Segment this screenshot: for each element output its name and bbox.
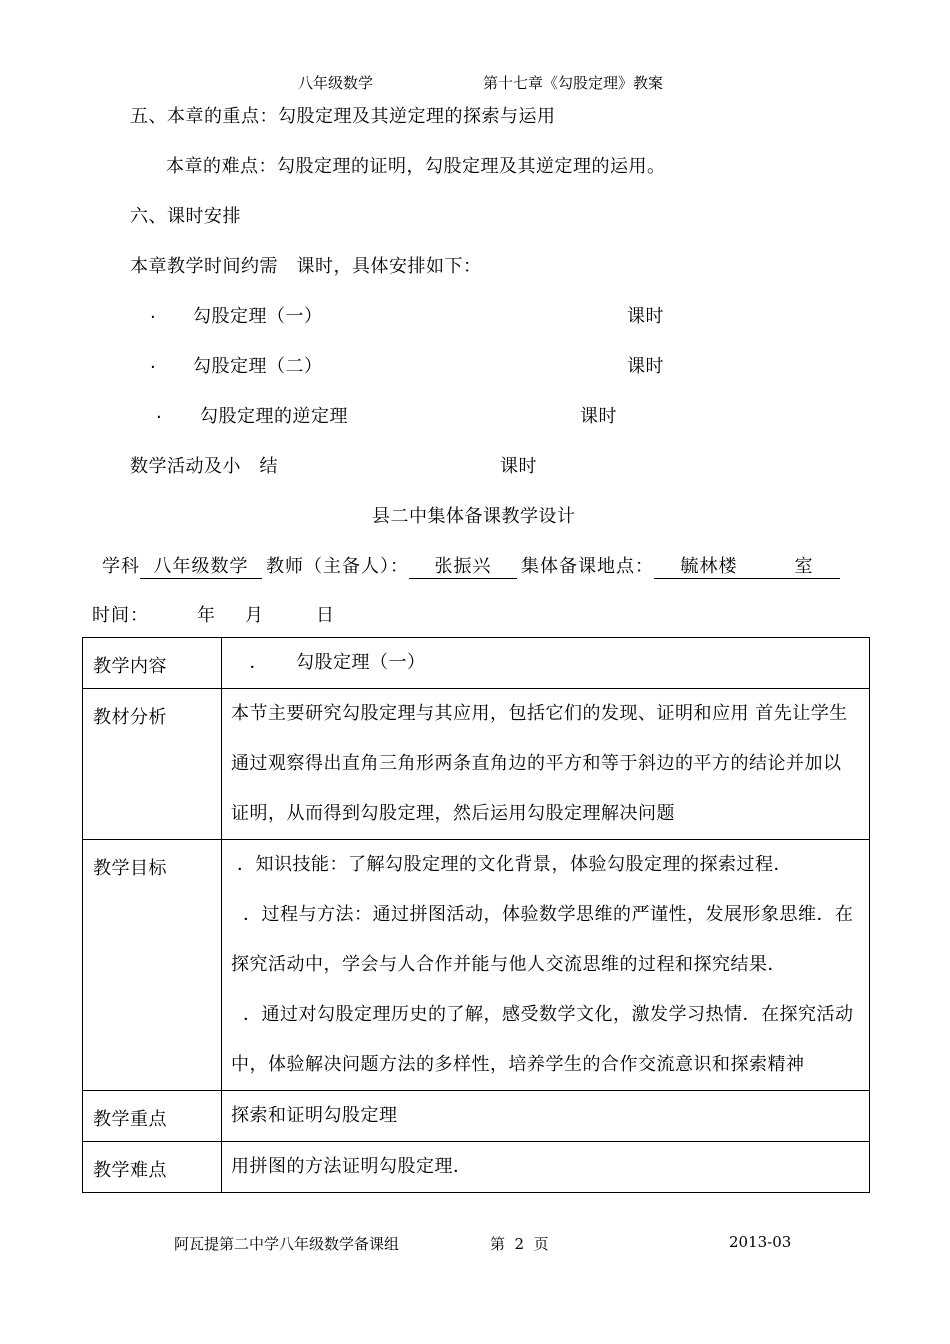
subject-value: 八年级数学 (140, 552, 262, 579)
schedule-dot: . (150, 302, 157, 323)
schedule-item-name: 勾股定理（一） (193, 306, 323, 327)
key-point-text: 五、本章的重点：勾股定理及其逆定理的探索与运用 (130, 106, 556, 127)
row-content (222, 638, 870, 689)
day-label: 日 (316, 605, 335, 626)
table-row (83, 1142, 870, 1193)
place-underline (654, 552, 840, 579)
content-line: 中，体验解决问题方法的多样性，培养学生的合作交流意识和探索精神 (231, 1054, 805, 1075)
table-row (83, 689, 870, 840)
content-line: 用拼图的方法证明勾股定理． (231, 1156, 472, 1177)
content-line: ．过程与方法：通过拼图活动，体验数学思维的严谨性，发展形象思维．在 (243, 904, 854, 925)
table-row (83, 638, 870, 689)
section-six-title: 六、课时安排 (130, 206, 241, 227)
month-label: 月 (245, 605, 264, 626)
content-line: 探索和证明勾股定理 (231, 1105, 398, 1126)
footer-date: 2013-03 (729, 1233, 792, 1251)
header-left: 八年级数学 (298, 74, 374, 92)
content-line: ．知识技能：了解勾股定理的文化背景，体验勾股定理的探索过程． (237, 854, 792, 875)
footer-school: 阿瓦提第二中学八年级数学备课组 (174, 1235, 400, 1253)
row-label: 教学目标 (83, 840, 222, 1091)
footer-page-number: 第 2 页 (490, 1235, 549, 1253)
content-line: 探究活动中，学会与人合作并能与他人交流思维的过程和探究结果． (231, 954, 786, 975)
content-line: 本节主要研究勾股定理与其应用，包括它们的发现、证明和应用 首先让学生 (231, 703, 848, 724)
schedule-dot: . (156, 402, 163, 423)
row-label: 教学难点 (83, 1142, 222, 1193)
schedule-item-unit: 课时 (627, 356, 664, 377)
content-line: ． 勾股定理（一） (231, 652, 426, 673)
room-suffix: 室 (794, 556, 814, 577)
difficulty-text: 本章的难点：勾股定理的证明，勾股定理及其逆定理的运用。 (166, 156, 666, 177)
subject-label: 学科 (102, 556, 140, 577)
design-info-line (102, 552, 840, 579)
year-label: 年 (197, 605, 216, 626)
schedule-item-name: 勾股定理（二） (193, 356, 323, 377)
row-label: 教学内容 (83, 638, 222, 689)
place-label: 集体备课地点： (521, 556, 654, 577)
table-row (83, 1091, 870, 1142)
content-line: 通过观察得出直角三角形两条直角边的平方和等于斜边的平方的结论并加以 (231, 753, 842, 774)
row-label: 教学重点 (83, 1091, 222, 1142)
place-value: 毓林楼 (680, 556, 738, 577)
design-title: 县二中集体备课教学设计 (372, 506, 576, 527)
teacher-value: 张振兴 (409, 552, 517, 579)
header-right: 第十七章《勾股定理》教案 (483, 74, 664, 92)
schedule-item-name: 勾股定理的逆定理 (200, 406, 348, 427)
row-content (222, 1091, 870, 1142)
teacher-label: 教师（主备人）： (266, 556, 409, 577)
content-line: 证明，从而得到勾股定理，然后运用勾股定理解决问题 (231, 803, 675, 824)
row-content (222, 689, 870, 840)
schedule-item-name: 数学活动及小 结 (130, 456, 278, 477)
row-label: 教材分析 (83, 689, 222, 840)
lesson-plan-table (82, 637, 870, 1193)
schedule-item-unit: 课时 (580, 406, 617, 427)
schedule-intro: 本章教学时间约需 课时，具体安排如下： (130, 256, 482, 277)
schedule-item-unit: 课时 (627, 306, 664, 327)
content-line: ．通过对勾股定理历史的了解，感受数学文化，激发学习热情．在探究活动 (243, 1004, 854, 1025)
schedule-item-unit: 课时 (500, 456, 537, 477)
schedule-dot: . (150, 352, 157, 373)
row-content (222, 840, 870, 1091)
time-label: 时间： (92, 605, 149, 626)
row-content (222, 1142, 870, 1193)
table-row (83, 840, 870, 1091)
